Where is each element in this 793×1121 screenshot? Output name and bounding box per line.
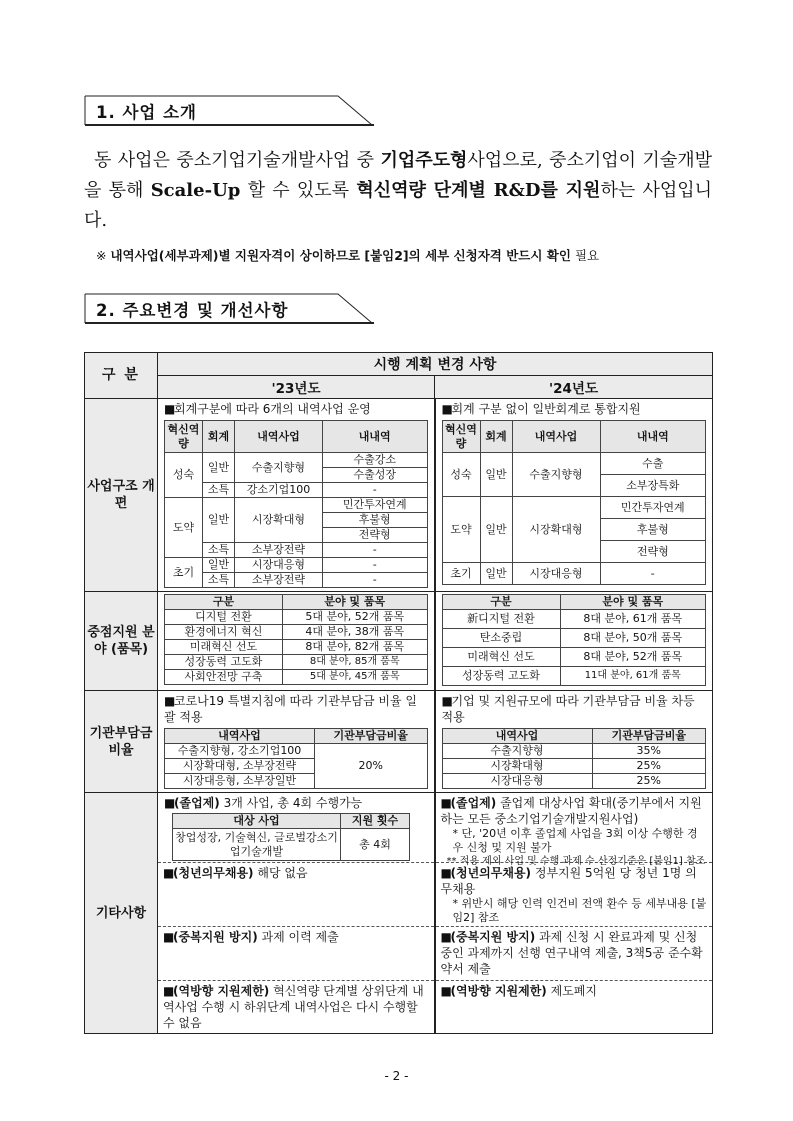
structure-new-cell <box>435 399 713 592</box>
th-support-count: 지원 횟수 <box>341 814 410 829</box>
table-cell: 환경에너지 혁신 <box>165 625 283 640</box>
table-cell: 新디지털 전환 <box>442 610 560 629</box>
th-program: 내역사업 <box>512 421 600 453</box>
changes-table <box>84 352 713 1034</box>
table-cell: 시장확대형, 소부장전략 <box>165 759 315 774</box>
table-cell: 11대 분야, 61개 품목 <box>560 667 706 686</box>
table-cell: 민간투자연계 <box>323 498 428 513</box>
burden-new-text: 기업 및 지원규모에 따라 기관부담금 비율 차등 적용 <box>441 694 695 724</box>
duplicate-old-bold: (중복지원 방지) <box>173 930 258 944</box>
focus-new-table <box>442 594 707 686</box>
th-category: 구분 <box>442 595 560 610</box>
row-label-etc <box>85 793 158 1034</box>
table-cell: 강소기업100 <box>235 483 323 498</box>
youth-old-bold: (청년의무채용) <box>173 866 254 880</box>
graduation-old-table <box>172 813 410 861</box>
youth-new-note: * 위반시 해당 인력 인건비 전액 환수 등 세부내용 [붙임2] 참조 <box>452 897 707 924</box>
th-program: 내역사업 <box>442 729 592 744</box>
table-cell: 시장대응형, 소부장일반 <box>165 774 315 789</box>
row-label-etc-text: 기타사항 <box>95 905 147 921</box>
focus-old-cell <box>158 592 435 691</box>
structure-old-summary: ■회계구분에 따라 6개의 내역사업 운영 <box>164 402 371 416</box>
duplicate-new-bold: (중복지원 방지) <box>450 930 536 944</box>
table-cell: 후불형 <box>323 513 428 528</box>
table-cell: 35% <box>592 744 706 759</box>
reverse-old-bold: (역방향 지원제한) <box>173 984 270 998</box>
row-label-burden-text: 기관부담금 비율 <box>89 725 153 758</box>
graduation-old-desc: 3개 사업, 총 4회 수행가능 <box>223 796 363 810</box>
table-cell: 8대 분야, 50개 품목 <box>560 629 706 648</box>
focus-new-cell <box>435 592 713 691</box>
note-bold-text: 내역사업(세부과제)별 지원자격이 상이하므로 [붙임2]의 세부 신청자격 반드시 확인 <box>110 248 571 263</box>
reverse-old: ■(역방향 지원제한) 혁신역량 단계별 상위단계 내역사업 수행 시 하위단계 내역사업은 다시 수행할 수 없음 <box>163 984 424 1030</box>
table-cell: 8대 분야, 85개 품목 <box>283 655 428 670</box>
section-2-header <box>84 292 374 324</box>
intro-bold-2: Scale-Up <box>150 180 241 201</box>
youth-old: ■(청년의무채용) 해당 없음 <box>158 863 434 927</box>
table-cell: 초기 <box>165 558 203 588</box>
row-label-focus-text: 중점지원 분야 (품목) <box>87 625 155 657</box>
table-cell: 미래혁신 선도 <box>165 640 283 655</box>
table-cell: 수출지향형 <box>235 453 323 483</box>
th-subprogram: 내내역 <box>600 421 706 453</box>
table-cell: 성숙 <box>165 453 203 498</box>
page-number: - 2 - <box>384 1069 409 1083</box>
structure-old-cell <box>158 399 435 592</box>
youth-new-desc: 정부지원 5억원 당 청년 1명 의무채용 <box>440 866 697 896</box>
table-cell: 시장대응형 <box>442 774 592 789</box>
th-program: 내역사업 <box>235 421 323 453</box>
graduation-new <box>436 793 713 867</box>
etc-new-cell <box>435 793 713 1034</box>
year-new-header: '24년도 <box>435 376 713 399</box>
table-cell: 수출 <box>600 453 706 475</box>
structure-new-text: 회계 구분 없이 일반회계로 통합지원 <box>451 402 641 416</box>
table-cell: 전략형 <box>600 541 706 563</box>
intro-text-3: 할 수 있도록 <box>240 180 357 201</box>
table-cell: 도약 <box>442 497 480 563</box>
burden-old-table <box>164 728 428 789</box>
row-label-structure-text: 사업구조 개편 <box>87 479 155 511</box>
duplicate-old-desc: 과제 이력 제출 <box>261 930 339 944</box>
youth-new-bold: (청년의무채용) <box>450 866 532 880</box>
burden-new-cell <box>435 691 713 793</box>
table-cell: 8대 분야, 82개 품목 <box>283 640 428 655</box>
table-cell: 일반 <box>480 453 512 497</box>
table-cell: 성장동력 고도화 <box>165 655 283 670</box>
table-cell: 시장대응형 <box>235 558 323 573</box>
structure-new-table <box>442 420 707 585</box>
table-cell: 사회안전망 구축 <box>165 670 283 685</box>
row-label-structure <box>85 399 158 592</box>
th-subprogram: 내내역 <box>323 421 428 453</box>
eligibility-note <box>96 246 599 264</box>
graduation-old-text: ■(졸업제) 3개 사업, 총 4회 수행가능 <box>164 796 363 810</box>
intro-text-2: 사업으로, 중소기업이 기술개발을 통해 <box>84 150 712 201</box>
th-area: 분야 및 품목 <box>283 595 428 610</box>
th-capability: 혁신역량 <box>165 421 203 453</box>
table-cell: 성장동력 고도화 <box>442 667 560 686</box>
year-old-header: '23년도 <box>158 376 435 399</box>
note-mark: ※ <box>96 248 107 263</box>
table-cell: 일반 <box>203 453 235 483</box>
table-cell: 일반 <box>480 563 512 585</box>
table-cell: 초기 <box>442 563 480 585</box>
table-cell: 수출지향형 <box>442 744 592 759</box>
table-cell: 4대 분야, 38개 품목 <box>283 625 428 640</box>
structure-new-summary: ■회계 구분 없이 일반회계로 통합지원 <box>441 402 641 416</box>
etc-old-cell <box>158 793 435 1034</box>
table-cell: 소특 <box>203 543 235 558</box>
table-cell: 창업성장, 기술혁신, 글로벌강소기업기술개발 <box>173 829 341 861</box>
table-cell: 일반 <box>480 497 512 563</box>
burden-old-text: 코로나19 특별지침에 따라 기관부담금 비율 일괄 적용 <box>164 694 417 724</box>
th-capability: 혁신역량 <box>442 421 480 453</box>
th-program: 내역사업 <box>165 729 315 744</box>
table-cell: 디지털 전환 <box>165 610 283 625</box>
table-cell: 8대 분야, 61개 품목 <box>560 610 706 629</box>
th-target-program: 대상 사업 <box>173 814 341 829</box>
duplicate-new: ■(중복지원 방지) 과제 신청 시 완료과제 및 신청 중인 과제까지 선행 연구내역 제출, 3책5공 준수확약서 제출 <box>436 927 713 981</box>
table-header: 시행 계획 변경 사항 <box>158 353 713 376</box>
intro-text-4: 하는 사업입니다. <box>84 180 713 231</box>
th-area: 분야 및 품목 <box>560 595 706 610</box>
graduation-new-note-2: ** 적용 제외 사업 및 수행 과제 수 산정기준은 [붙임1] 참조 <box>446 856 706 867</box>
table-cell: 후불형 <box>600 519 706 541</box>
table-cell: 민간투자연계 <box>600 497 706 519</box>
table-cell: - <box>323 483 428 498</box>
table-cell: 5대 분야, 52개 품목 <box>283 610 428 625</box>
intro-paragraph <box>84 146 712 236</box>
table-cell: 시장대응형 <box>512 563 600 585</box>
th-burden-rate: 기관부담금비율 <box>315 729 428 744</box>
table-cell: 전략형 <box>323 528 428 543</box>
youth-old-desc: 해당 없음 <box>257 866 308 880</box>
table-cell: 도약 <box>165 498 203 558</box>
table-cell: 성숙 <box>442 453 480 497</box>
table-cell: 25% <box>592 774 706 789</box>
structure-old-text: 회계구분에 따라 6개의 내역사업 운영 <box>174 402 371 416</box>
structure-old-table <box>164 420 428 588</box>
graduation-new-desc: 졸업제 대상사업 확대(중기부에서 지원하는 모든 중소기업기술개발지원사업) <box>440 796 702 826</box>
th-account: 회계 <box>203 421 235 453</box>
table-cell: 8대 분야, 52개 품목 <box>560 648 706 667</box>
burden-new-table <box>442 728 707 789</box>
burden-new-summary: ■기업 및 지원규모에 따라 기관부담금 비율 차등 적용 <box>441 694 695 724</box>
duplicate-old: ■(중복지원 방지) 과제 이력 제출 <box>158 927 434 981</box>
graduation-old <box>158 793 434 863</box>
table-cell: 20% <box>315 744 428 789</box>
table-cell: 수출강소 <box>323 453 428 468</box>
table-cell: 수출지향형 <box>512 453 600 497</box>
table-cell: - <box>323 543 428 558</box>
focus-old-table <box>164 594 428 685</box>
youth-new-text: ■(청년의무채용) 정부지원 5억원 당 청년 1명 의무채용 <box>440 866 697 896</box>
reverse-new-bold: (역방향 지원제한) <box>450 984 547 998</box>
graduation-new-text: ■(졸업제) 졸업제 대상사업 확대(중기부에서 지원하는 모든 중소기업기술개발지원사업) <box>440 796 702 826</box>
th-burden-rate: 기관부담금비율 <box>592 729 706 744</box>
burden-old-summary: ■코로나19 특별지침에 따라 기관부담금 비율 일괄 적용 <box>164 694 417 724</box>
table-cell: 25% <box>592 759 706 774</box>
intro-text-1: 동 사업은 중소기업기술개발사업 중 <box>94 150 381 171</box>
table-cell: 총 4회 <box>341 829 410 861</box>
table-cell: 일반 <box>203 558 235 573</box>
section-2-title: 2. 주요변경 및 개선사항 <box>96 301 289 320</box>
section-1-title: 1. 사업 소개 <box>96 103 197 122</box>
table-cell: 일반 <box>203 498 235 543</box>
reverse-old-desc: 혁신역량 단계별 상위단계 내역사업 수행 시 하위단계 내역사업은 다시 수행할 수 없음 <box>163 984 424 1030</box>
youth-new <box>436 863 713 927</box>
duplicate-new-desc: 과제 신청 시 완료과제 및 신청 중인 과제까지 선행 연구내역 제출, 3책5공 준수확약서 제출 <box>440 930 703 976</box>
table-cell: 5대 분야, 45개 품목 <box>283 670 428 685</box>
reverse-new: ■(역방향 지원제한) 제도폐지 <box>440 984 597 998</box>
burden-old-cell <box>158 691 435 793</box>
row-label-focus <box>85 592 158 691</box>
table-cell: 소부장전략 <box>235 573 323 588</box>
intro-bold-1: 기업주도형 <box>380 150 468 171</box>
table-cell: 시장확대형 <box>235 498 323 543</box>
table-cell: 시장확대형 <box>442 759 592 774</box>
table-cell: - <box>600 563 706 585</box>
graduation-new-note-1: * 단, '20년 이후 졸업제 사업을 3회 이상 수행한 경우 신청 및 지원 불가 <box>452 827 698 854</box>
intro-bold-3: 혁신역량 단계별 R&D를 지원 <box>356 180 601 201</box>
table-cell: - <box>323 573 428 588</box>
table-cell: 소특 <box>203 573 235 588</box>
section-1-header <box>84 94 374 126</box>
reverse-new-desc: 제도폐지 <box>550 984 597 998</box>
table-cell: - <box>323 558 428 573</box>
table-cell: 소특 <box>203 483 235 498</box>
th-account: 회계 <box>480 421 512 453</box>
table-cell: 수출성장 <box>323 468 428 483</box>
table-cell: 시장확대형 <box>512 497 600 563</box>
note-tail-text: 필요 <box>574 248 600 263</box>
table-cell: 수출지향형, 강소기업100 <box>165 744 315 759</box>
table-cell: 탄소중립 <box>442 629 560 648</box>
th-category: 구분 <box>165 595 283 610</box>
table-cell: 소부장특화 <box>600 475 706 497</box>
graduation-old-bold: (졸업제) <box>174 796 220 810</box>
col-label: 구 분 <box>85 353 158 399</box>
table-cell: 소부장전략 <box>235 543 323 558</box>
graduation-new-bold: (졸업제) <box>450 796 497 810</box>
table-cell: 미래혁신 선도 <box>442 648 560 667</box>
row-label-burden <box>85 691 158 793</box>
